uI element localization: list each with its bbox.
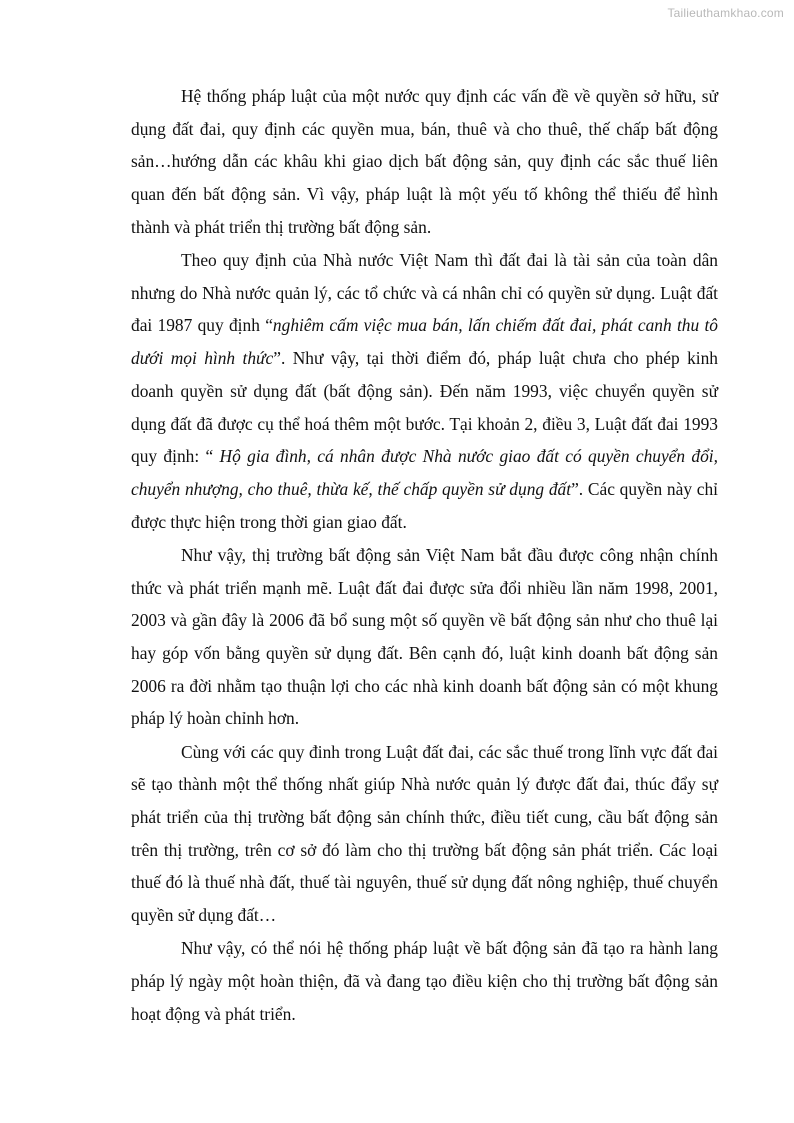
paragraph-text: Hệ thống pháp luật của một nước quy định các vấn đề về quyền sở hữu, sử dụng đất đai, quy định các quyền mua, bán, thuê và cho thuê, thế chấp bất động sản…hướng dẫn các khâu khi giao dịch bất động sản, quy định các sắc thuế liên quan đến bất động sản. Vì vậy, pháp luật là một yếu tố không thể thiếu để hình thành và phát triển thị trường bất động sản. bbox=[131, 86, 718, 237]
paragraph-land-law bbox=[131, 244, 718, 538]
paragraph-conclusion bbox=[131, 932, 718, 1030]
document-body bbox=[131, 80, 718, 1030]
paragraph-taxes bbox=[131, 736, 718, 932]
paragraph-legal-system bbox=[131, 80, 718, 244]
paragraph-market-recognition bbox=[131, 539, 718, 735]
paragraph-text: ”. Như vậy, tại thời điểm đó, pháp luật chưa cho phép kinh doanh quyền sử dụng đất (bất động sản). Đến năm 1993, việc chuyển quyền sử dụng đất đã được cụ thể hoá thêm một bước. Tại khoản 2, điều 3, Luật đất đai 1993 quy định: “ bbox=[131, 348, 718, 467]
paragraph-text: ”. Các quyền này chỉ được thực hiện trong thời gian giao đất. bbox=[131, 478, 718, 532]
quote-1987: nghiêm cấm việc mua bán, lấn chiếm đất đai, phát canh thu tô dưới mọi hình thức bbox=[131, 315, 718, 369]
paragraph-text: Như vậy, thị trường bất động sản Việt Nam bắt đầu được công nhận chính thức và phát triển mạnh mẽ. Luật đất đai được sửa đổi nhiều lần năm 1998, 2001, 2003 và gần đây là 2006 đã bổ sung một số quyền về bất động sản như cho thuê lại hay góp vốn bằng quyền sử dụng đất. Bên cạnh đó, luật kinh doanh bất động sản 2006 ra đời nhằm tạo thuận lợi cho các nhà kinh doanh bất động sản có một khung pháp lý hoàn chỉnh hơn. bbox=[131, 544, 718, 729]
watermark: Tailieuthamkhao.com bbox=[667, 6, 784, 20]
paragraph-text: Cùng với các quy đinh trong Luật đất đai, các sắc thuế trong lĩnh vực đất đai sẽ tạo thành một thể thống nhất giúp Nhà nước quản lý được đất đai, thúc đẩy sự phát triển của thị trường bất động sản chính thức, điều tiết cung, cầu bất động sản trên thị trường, trên cơ sở đó làm cho thị trường bất động sản phát triển. Các loại thuế đó là thuế nhà đất, thuế tài nguyên, thuế sử dụng đất nông nghiệp, thuế chuyển quyền sử dụng đất… bbox=[131, 741, 718, 926]
paragraph-text: Như vậy, có thể nói hệ thống pháp luật về bất động sản đã tạo ra hành lang pháp lý ngày một hoàn thiện, đã và đang tạo điều kiện cho thị trường bất động sản hoạt động và phát triển. bbox=[131, 938, 718, 1024]
quote-1993: Hộ gia đình, cá nhân được Nhà nước giao đất có quyền chuyển đổi, chuyển nhượng, cho thuê, thừa kế, thế chấp quyền sử dụng đất bbox=[131, 446, 718, 499]
paragraph-text: Theo quy định của Nhà nước Việt Nam thì đất đai là tài sản của toàn dân nhưng do Nhà nước quản lý, các tổ chức và cá nhân chỉ có quyền sử dụng. Luật đất đai 1987 quy định “ bbox=[131, 250, 718, 336]
